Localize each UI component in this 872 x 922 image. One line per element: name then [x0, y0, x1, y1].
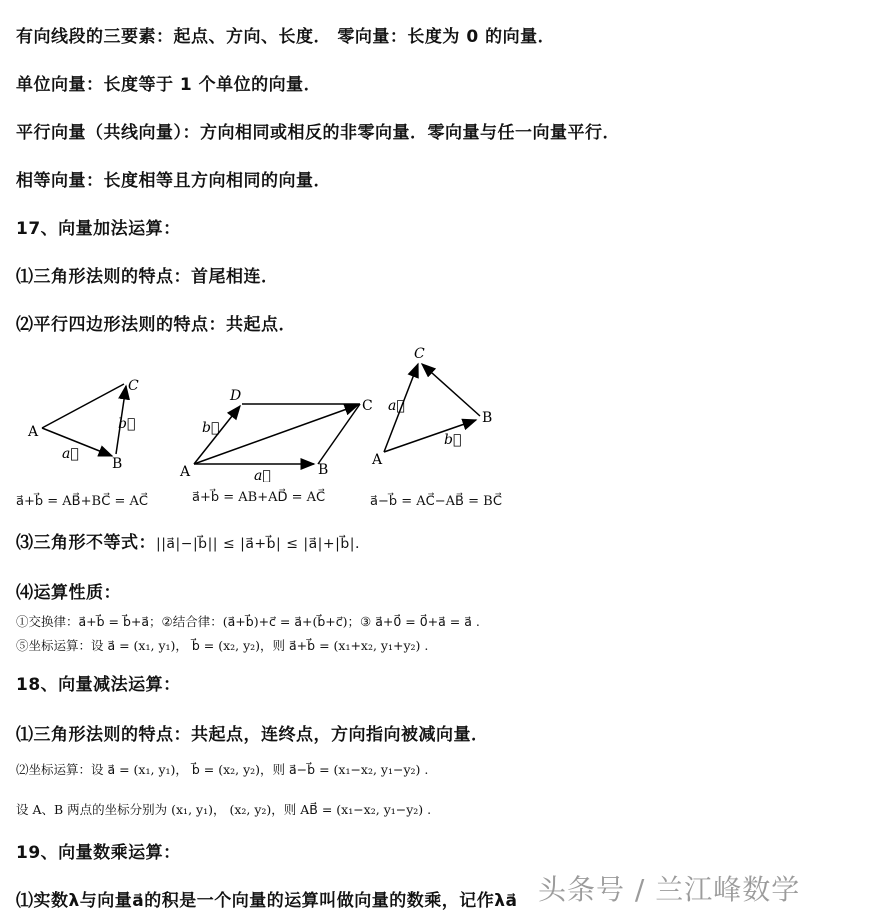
caption-triangle-subtraction: a⃗−b⃗ = AC⃗−AB⃗ = BC⃗ — [370, 494, 502, 509]
line-parallel-vector: 平行向量（共线向量）：方向相同或相反的非零向量．零向量与任一向量平行． — [16, 123, 620, 143]
vector-label-a: a⃗ — [254, 468, 271, 482]
point-label-b: B — [318, 462, 329, 478]
line-triangle-inequality — [16, 528, 360, 553]
point-label-c: C — [362, 398, 373, 414]
line-ab-coordinates: 设 A、B 两点的坐标分别为 (x₁, y₁)， (x₂, y₂)，则 AB⃗ = (x₁−x₂, y₁−y₂) . — [16, 802, 432, 817]
line-triangle-rule: ⑴三角形法则的特点：首尾相连． — [16, 267, 279, 287]
point-label-c: C — [414, 346, 425, 362]
point-label-b: B — [112, 456, 123, 472]
heading-vector-addition: 17、向量加法运算： — [16, 219, 181, 239]
line-coordinate-addition: ⑤坐标运算：设 a⃗ = (x₁, y₁)， b⃗ = (x₂, y₂)，则 a⃗+b⃗ = (x₁+x₂, y₁+y₂) . — [16, 638, 429, 653]
triangle-inequality-label: ⑶三角形不等式： — [16, 533, 156, 553]
line-commutative-associative: ①交换律：a⃗+b⃗ = b⃗+a⃗；②结合律：(a⃗+b⃗)+c⃗ = a⃗+(b⃗+c⃗)；③ a⃗+0⃗ = 0⃗+a⃗ = a⃗ . — [16, 614, 480, 629]
line-unit-vector: 单位向量：长度等于 1 个单位的向量． — [16, 75, 322, 95]
figure-triangle-subtraction — [368, 342, 508, 477]
line-scalar-definition: ⑴实数λ与向量a⃗的积是一个向量的运算叫做向量的数乘，记作λa⃗ — [16, 891, 518, 911]
point-label-a: A — [180, 464, 191, 480]
vector-label-a: a⃗ — [62, 446, 79, 462]
heading-scalar-multiplication: 19、向量数乘运算： — [16, 843, 181, 863]
watermark: 头条号 / 兰江峰数学 — [538, 873, 801, 906]
line-vector-basics: 有向线段的三要素：起点、方向、长度． 零向量：长度为 0 的向量． — [16, 27, 556, 47]
figure-parallelogram-addition — [178, 382, 383, 482]
vector-label-a: a⃗ — [388, 398, 405, 414]
caption-parallelogram-addition: a⃗+b⃗ = AB+AD⃗ = AC⃗ — [192, 490, 326, 505]
triangle-inequality-formula: ||a⃗|−|b⃗|| ≤ |a⃗+b⃗| ≤ |a⃗|+|b⃗|. — [156, 536, 360, 552]
line-subtraction-triangle-rule: ⑴三角形法则的特点：共起点，连终点，方向指向被减向量． — [16, 725, 489, 745]
line-coordinate-subtraction: ⑵坐标运算：设 a⃗ = (x₁, y₁)， b⃗ = (x₂, y₂)，则 a⃗−b⃗ = (x₁−x₂, y₁−y₂) . — [16, 762, 429, 777]
point-label-a: A — [372, 452, 383, 468]
vector-label-b: b⃗ — [118, 416, 136, 432]
vector-label-b: b⃗ — [444, 432, 462, 448]
caption-triangle-addition: a⃗+b⃗ = AB⃗+BC⃗ = AC⃗ — [16, 494, 148, 509]
line-equal-vector: 相等向量：长度相等且方向相同的向量． — [16, 171, 331, 191]
point-label-d: D — [230, 388, 242, 404]
vector-label-b: b⃗ — [202, 420, 220, 436]
heading-vector-subtraction: 18、向量减法运算： — [16, 675, 181, 695]
point-label-a: A — [28, 424, 39, 440]
heading-operation-properties: ⑷运算性质： — [16, 583, 121, 603]
line-parallelogram-rule: ⑵平行四边形法则的特点：共起点． — [16, 315, 296, 335]
figure-triangle-addition — [20, 370, 180, 480]
point-label-b: B — [482, 410, 493, 426]
point-label-c: C — [128, 378, 139, 394]
